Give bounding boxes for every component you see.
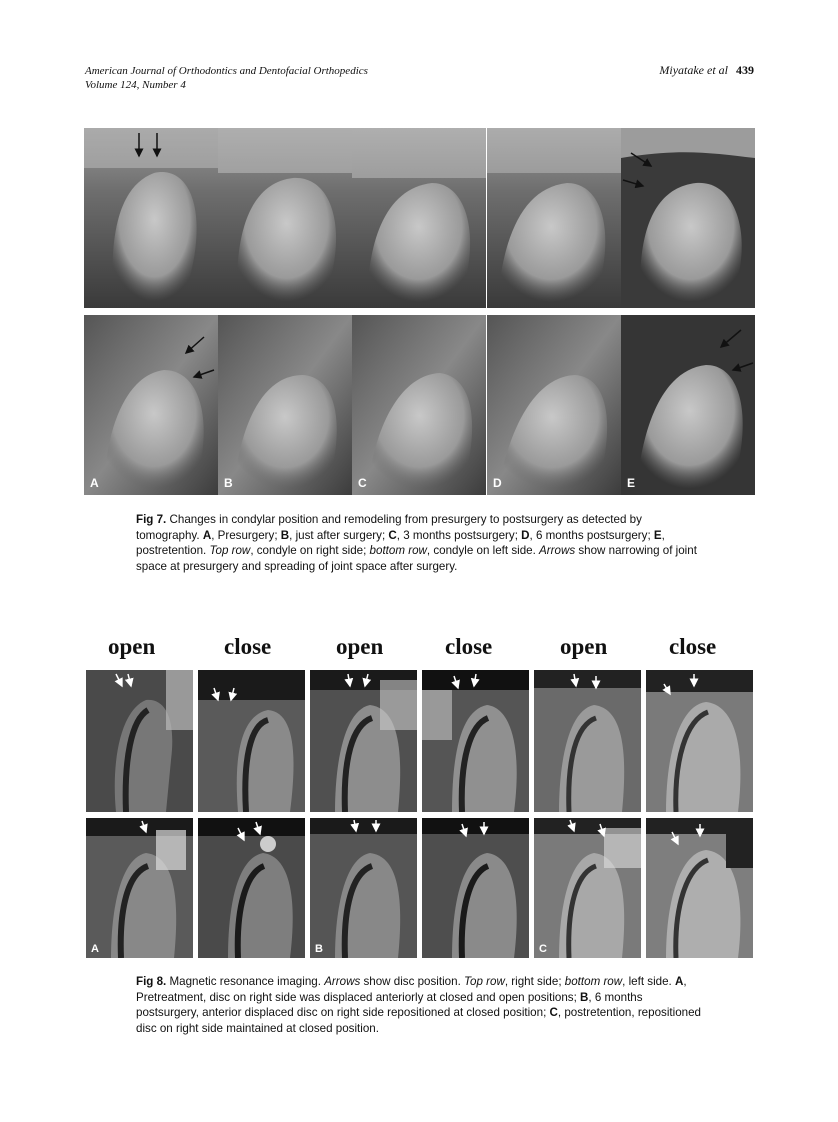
fig7-panel-E-top: [621, 128, 755, 308]
fig8-panel-C-open-left: [534, 818, 641, 958]
fig8-panel-C-close-left: [646, 818, 753, 958]
panel-label: E: [626, 476, 635, 490]
caption-text: Magnetic resonance imaging.: [166, 975, 325, 988]
fig8-panel-A-close-right: [198, 670, 305, 812]
caption-emphasis: Top row: [464, 975, 505, 988]
caption-text: , condyle on left side.: [426, 544, 540, 557]
caption-text: , left side.: [622, 975, 675, 988]
figure-7-caption: [136, 512, 706, 574]
fig7-panel-B-bottom: [218, 315, 352, 495]
column-header-close: close: [445, 634, 493, 659]
figure-7-tomography: [84, 128, 755, 495]
fig8-panel-A-close-left: [198, 818, 305, 958]
fig7-top-row: [84, 128, 755, 308]
column-header-open: open: [336, 634, 384, 659]
caption-key: D: [521, 528, 530, 542]
panel-label: C: [539, 943, 547, 955]
column-header-open: open: [108, 634, 156, 659]
caption-text: , postretention, repositioned disc on right side maintained at closed position.: [136, 1006, 701, 1035]
fig7-panel-A-top: [84, 128, 218, 308]
journal-volume: Volume 124, Number 4: [85, 79, 186, 91]
fig7-panel-B-top: [218, 128, 352, 308]
column-header-close: close: [669, 634, 717, 659]
panel-label: D: [492, 476, 502, 490]
fig7-panel-D-bottom: [487, 315, 621, 495]
caption-text: , postretention.: [136, 528, 665, 557]
caption-text: Changes in condylar position and remodeling from presurgery to postsurgery as detected by tomography.: [136, 513, 642, 542]
caption-emphasis: bottom row: [564, 975, 623, 988]
running-header-author: [659, 63, 754, 78]
caption-text: , 6 months postsurgery;: [529, 528, 654, 542]
caption-text: , condyle on right side;: [250, 544, 370, 557]
caption-key: A: [202, 528, 212, 542]
fig7-bottom-row: [84, 315, 755, 495]
journal-title: American Journal of Orthodontics and Dentofacial Orthopedics: [85, 65, 368, 77]
panel-label: B: [315, 943, 323, 955]
fig7-panel-E-bottom: [621, 315, 755, 495]
column-header-close: close: [224, 634, 272, 659]
caption-label: Fig 7.: [136, 513, 167, 526]
fig7-panel-A-bottom: [84, 315, 218, 495]
caption-key: E: [653, 528, 662, 542]
fig8-panel-B-open-right: [310, 670, 417, 812]
caption-text: , Presurgery;: [211, 528, 281, 542]
fig8-panel-B-open-left: [310, 818, 417, 958]
fig7-panel-C-top: [352, 128, 486, 308]
caption-text: , Pretreatment, disc on right side was displaced anteriorly at closed and open positions;: [136, 975, 687, 1004]
caption-text: , just after surgery;: [289, 528, 389, 542]
panel-label: A: [90, 476, 99, 490]
column-header-open: open: [560, 634, 608, 659]
fig7-panel-C-bottom: [352, 315, 486, 495]
caption-emphasis: bottom row: [369, 544, 427, 557]
caption-text: , 6 months postsurgery, anterior displaced disc on right side repositioned at closed position;: [136, 990, 643, 1019]
caption-key: C: [549, 1006, 558, 1019]
fig8-panel-B-close-left: [422, 818, 529, 958]
running-header-journal: [85, 64, 368, 92]
caption-text: , right side;: [504, 975, 565, 988]
fig8-panel-A-open-left: [86, 818, 193, 958]
caption-key: A: [674, 975, 684, 988]
caption-text: show narrowing of joint space at presurgery and spreading of joint space after surgery.: [136, 544, 697, 573]
caption-emphasis: Arrows: [324, 975, 361, 988]
fig8-panel-A-open-right: [86, 670, 193, 812]
fig8-panel-C-close-right: [646, 670, 753, 812]
fig7-panel-D-top: [487, 128, 621, 308]
figure-8-caption: [136, 974, 706, 1036]
fig8-panel-C-open-right: [534, 670, 641, 812]
caption-label: Fig 8.: [136, 975, 167, 988]
caption-key: B: [280, 528, 290, 542]
caption-text: show disc position.: [360, 975, 465, 988]
figure-8-mri: [86, 634, 751, 959]
caption-emphasis: Top row: [209, 544, 251, 557]
caption-emphasis: Arrows: [539, 544, 576, 557]
fig8-panel-B-close-right: [422, 670, 529, 812]
panel-label: A: [91, 943, 99, 955]
caption-key: B: [580, 990, 589, 1004]
page-number: 439: [736, 63, 754, 77]
author-name: Miyatake et al: [659, 63, 728, 77]
panel-label: C: [358, 476, 368, 490]
caption-key: C: [388, 528, 397, 542]
caption-text: , 3 months postsurgery;: [396, 528, 522, 542]
panel-label: B: [224, 476, 233, 490]
